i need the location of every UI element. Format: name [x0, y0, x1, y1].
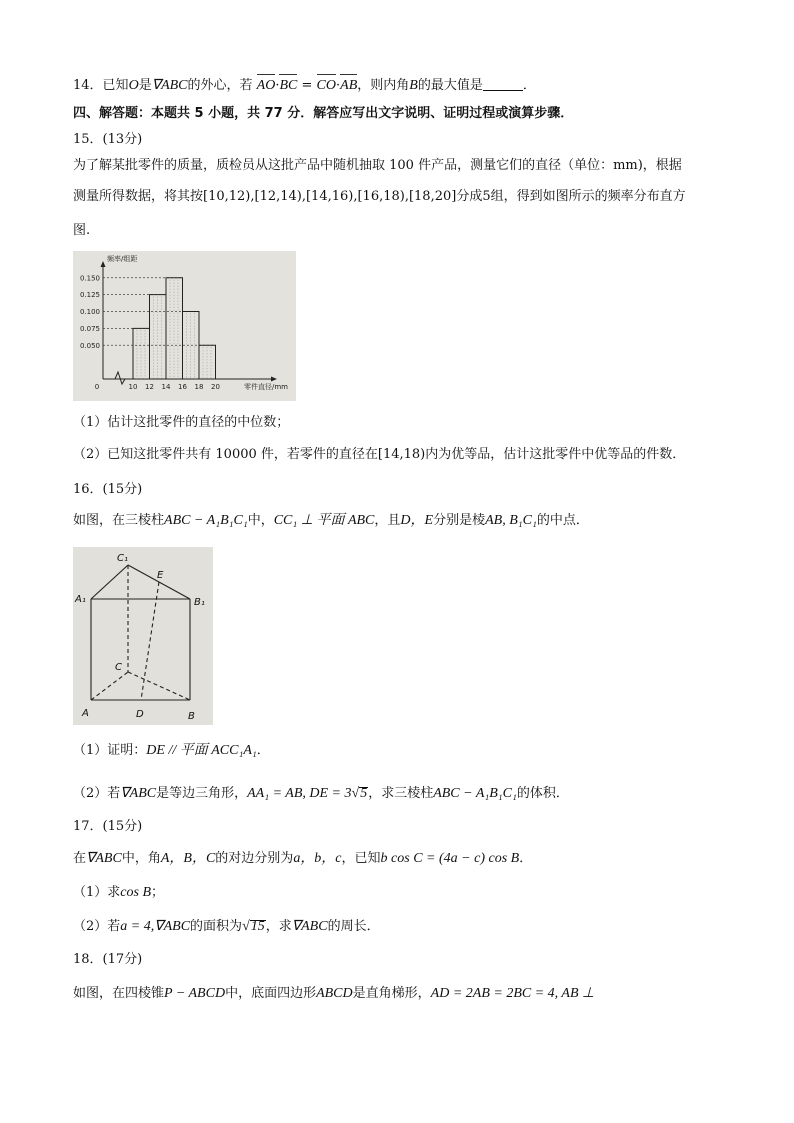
histogram-bar [133, 328, 150, 379]
edge-a1c1 [91, 565, 128, 599]
q17-math: A，B，C [160, 851, 216, 866]
vector-co: CO [316, 78, 336, 93]
x-tick-label: 18 [194, 383, 204, 391]
q16-header: 16．(15分) [73, 482, 143, 497]
q17-part-2 [73, 918, 380, 936]
q17-text: ． [519, 851, 533, 866]
y-tick-label: 0.125 [79, 291, 100, 300]
edge-cb [128, 672, 190, 700]
label-c: C [115, 662, 122, 673]
q16-math: AA₁ = AB, DE = 3 [247, 786, 352, 801]
q16-math: ABC − A₁B₁C₁ [164, 513, 248, 528]
label-e: E [157, 570, 164, 581]
q14-text: 的最大值是 [417, 78, 483, 93]
q14-text: 的外心，若 [187, 78, 253, 93]
q16-math: ∇ABC [120, 786, 157, 801]
q18-text: 是直角梯形， [352, 986, 431, 1001]
q16-text: 的体积． [516, 786, 569, 801]
q17-text: ，已知 [341, 851, 381, 866]
q14-line [73, 77, 536, 95]
q17-intro [73, 850, 532, 868]
histogram-figure [73, 251, 296, 401]
y-axis-arrow [101, 261, 106, 267]
q18-intro [73, 985, 594, 1003]
vector-ao: AO [256, 78, 276, 93]
q14-text: 是 [138, 78, 152, 93]
axis-break-mark [115, 372, 125, 384]
q17-text: 的周长． [327, 919, 380, 934]
q17-text: 中，角 [121, 851, 161, 866]
q16-math: D，E [400, 513, 434, 528]
q17-text: 的面积为 [190, 919, 243, 934]
label-a1: A₁ [75, 594, 86, 605]
x-tick-label: 10 [128, 383, 138, 391]
q17-text: ，求 [265, 919, 292, 934]
prism-diagram [73, 547, 213, 725]
prism-figure [73, 547, 213, 725]
q17-text: ； [151, 885, 165, 900]
q17-text: （1）求 [73, 885, 121, 900]
label-c1: C₁ [117, 553, 128, 564]
q16-text: 是等边三角形， [156, 786, 248, 801]
x-tick-label: 0 [94, 383, 100, 391]
q16-math: 5 [360, 786, 368, 801]
q15-text-1: 为了解某批零件的质量，质检员从这批产品中随机抽取 100 件产品，测量它们的直径（单位：mm)，根据 [73, 158, 682, 173]
q16-math: DE // 平面 ACC₁A₁ [146, 743, 257, 758]
q16-text: ，求三棱柱 [368, 786, 434, 801]
q17-text: 在 [73, 851, 87, 866]
q16-text: 如图，在三棱柱 [73, 513, 165, 528]
q15-header: 15．(13分) [73, 132, 143, 147]
y-tick-label: 0.075 [79, 324, 100, 333]
q14-math: · [275, 78, 280, 93]
q18-math: P − ABCD [164, 986, 226, 1001]
histogram-chart [73, 251, 296, 401]
q14-math: ∇ABC [151, 78, 188, 93]
label-b1: B₁ [194, 597, 205, 608]
q17-math: a = 4,∇ABC [120, 919, 191, 934]
q18-math: AD = 2AB = 2BC = 4, AB ⊥ [430, 986, 595, 1001]
q15-text-2: 测量所得数据，将其按[10,12),[12,14),[14,16),[16,18),[18,20]分成5组，得到如图所示的频率分布直方 [73, 189, 686, 204]
q17-header: 17．(15分) [73, 819, 143, 834]
y-tick-label: 0.050 [79, 341, 100, 350]
x-axis-arrow [271, 377, 277, 382]
q15-part-2: （2）已知这批零件共有 10000 件，若零件的直径在[14,18)内为优等品，估计这批零件中优等品的件数． [73, 447, 686, 462]
q14-math: · [336, 78, 341, 93]
q16-text: 中， [247, 513, 274, 528]
q16-text: 的中点． [536, 513, 589, 528]
q17-math: a，b，c [293, 851, 342, 866]
q17-math: ∇ABC [291, 919, 328, 934]
q17-math: ∇ABC [86, 851, 122, 866]
x-axis-label: 零件直径/mm [244, 383, 288, 391]
q17-text: （2）若 [73, 919, 121, 934]
q16-text: ，且 [374, 513, 401, 528]
vector-ab: AB [340, 78, 358, 93]
section-heading: 四、解答题：本题共 5 小题，共 77 分．解答应写出文字说明、证明过程或演算步骤． [73, 106, 574, 121]
q14-math: B [409, 78, 418, 93]
x-tick-label: 12 [145, 383, 154, 391]
q16-math: ABC − A₁B₁C₁ [433, 786, 517, 801]
q16-text: （2）若 [73, 786, 121, 801]
q16-text: 分别是棱 [433, 513, 486, 528]
q14-number: 14． [73, 78, 103, 93]
label-d: D [136, 709, 144, 720]
q16-text: ． [256, 743, 270, 758]
x-tick-label: 20 [211, 383, 220, 391]
q16-part-1 [73, 742, 270, 760]
q18-math: ABCD [316, 986, 353, 1001]
q14-text: ，则内角 [357, 78, 410, 93]
q15-part-1: （1）估计这批零件的直径的中位数； [73, 415, 290, 430]
y-axis-label: 频率/组距 [107, 255, 138, 263]
edge-ac [91, 672, 128, 700]
q14-text: 已知 [102, 78, 129, 93]
q17-text: 的对边分别为 [215, 851, 294, 866]
label-b: B [188, 711, 195, 722]
q16-text: （1）证明： [73, 743, 147, 758]
q17-math: cos B [120, 885, 151, 900]
q16-part-2 [73, 785, 569, 803]
sqrt-sign: √ [351, 786, 360, 801]
q14-math: = [297, 78, 317, 93]
y-tick-label: 0.100 [79, 308, 100, 316]
q18-text: 如图，在四棱锥 [73, 986, 165, 1001]
vector-bc: BC [279, 78, 298, 93]
x-tick-label: 16 [178, 383, 187, 391]
q14-math: O [128, 78, 139, 93]
q17-part-1 [73, 884, 164, 902]
q16-math: AB, B₁C₁ [485, 513, 537, 528]
q14-text: ． [522, 78, 536, 93]
x-tick-label: 14 [161, 383, 171, 391]
q16-intro [73, 512, 589, 530]
q18-header: 18．(17分) [73, 952, 143, 967]
y-tick-label: 0.150 [79, 274, 100, 283]
q18-text: 中，底面四边形 [225, 986, 317, 1001]
answer-blank [483, 78, 523, 91]
q17-math: 15 [250, 919, 265, 934]
q16-math: CC₁ ⊥ 平面 ABC [273, 513, 375, 528]
label-a: A [82, 708, 89, 719]
sqrt-sign: √ [242, 919, 250, 934]
q15-text-3: 图. [73, 223, 91, 238]
q17-math: b cos C = (4a − c) cos B [380, 851, 520, 866]
